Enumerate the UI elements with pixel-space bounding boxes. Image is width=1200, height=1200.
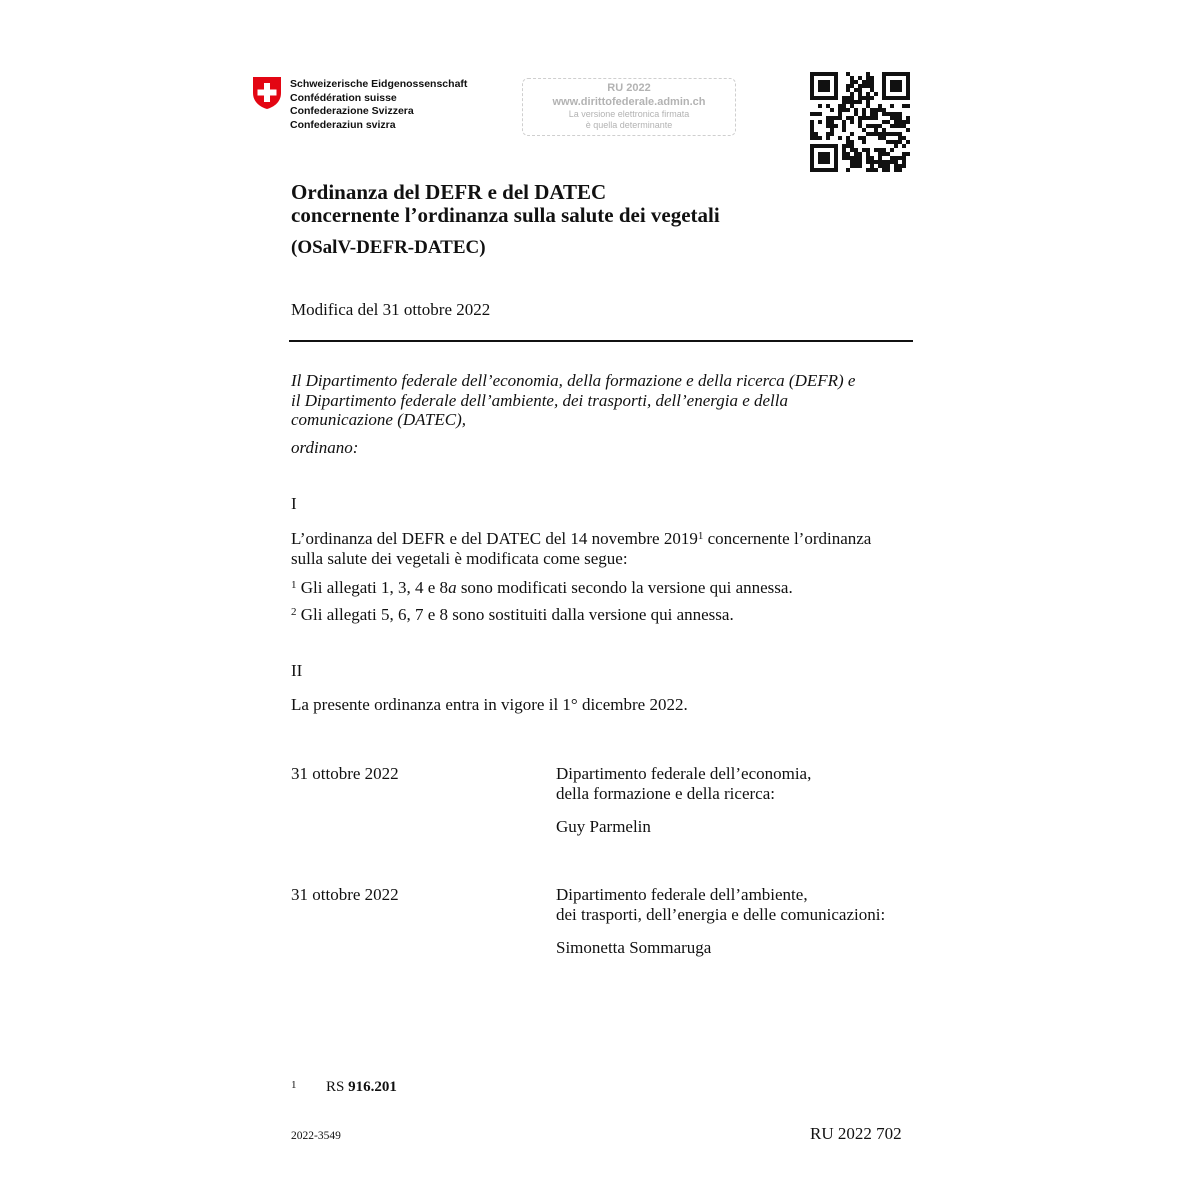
decree-formula: ordinano:	[291, 438, 359, 457]
department-line: Dipartimento federale dell’ambiente,	[556, 885, 808, 904]
paragraph-1-text-b: sono modificati secondo la versione qui annessa.	[456, 578, 793, 597]
preamble-line-3: comunicazione (DATEC),	[291, 410, 467, 429]
title-line-2: concernente l’ordinanza sulla salute dei vegetali	[291, 203, 720, 227]
title-divider	[289, 340, 913, 342]
paragraph-1	[291, 578, 793, 598]
department-line: Dipartimento federale dell’economia,	[556, 764, 812, 783]
footnote-prefix: RS	[326, 1079, 349, 1095]
stamp-url: www.dirittofederale.admin.ch	[552, 96, 706, 108]
paragraph-2-text: Gli allegati 5, 6, 7 e 8 sono sostituiti dalla versione qui annessa.	[296, 605, 734, 624]
department-line: della formazione e della ricerca:	[556, 784, 775, 803]
preamble-line-1: Il Dipartimento federale dell’economia, della formazione e della ricerca (DEFR) e	[291, 371, 856, 390]
intro-text-a: L’ordinanza del DEFR e del DATEC del 14 novembre 2019	[291, 529, 698, 548]
qr-code-icon	[810, 72, 910, 172]
section-1-intro	[291, 529, 871, 569]
footnote-ref[interactable]: 916.201	[348, 1079, 397, 1095]
paragraph-1-italic: a	[448, 578, 457, 597]
preamble	[291, 371, 855, 430]
document-number: 2022-3549	[291, 1130, 341, 1142]
section-heading-1: I	[291, 494, 297, 513]
paragraph-1-text-a: Gli allegati 1, 3, 4 e 8	[296, 578, 449, 597]
entry-into-force: La presente ordinanza entra in vigore il 1° dicembre 2022.	[291, 695, 688, 714]
footnote	[291, 1079, 397, 1096]
signature-date: 31 ottobre 2022	[291, 764, 399, 783]
paragraph-number: 2	[291, 606, 297, 618]
official-publication-stamp	[522, 78, 736, 136]
intro-line-1	[291, 529, 871, 549]
paragraph-2	[291, 605, 734, 625]
title-abbreviation: (OSalV-DEFR-DATEC)	[291, 237, 486, 258]
footnote-number: 1	[291, 1079, 297, 1091]
footnote-reference[interactable]: 1	[697, 530, 704, 542]
ru-reference: RU 2022 702	[810, 1124, 902, 1143]
confederation-line-de: Schweizerische Eidgenossenschaft	[290, 78, 468, 90]
preamble-line-2: il Dipartimento federale dell’ambiente, dei trasporti, dell’energia e della	[291, 390, 788, 410]
confederation-line-it: Confederazione Svizzera	[290, 105, 414, 117]
stamp-note-1: La versione elettronica firmata	[568, 109, 690, 119]
confederation-line-rm: Confederaziun svizra	[290, 118, 396, 131]
signatory-name: Guy Parmelin	[556, 817, 651, 836]
signature-department	[556, 885, 885, 925]
paragraph-number: 1	[291, 579, 297, 591]
section-heading-2: II	[291, 661, 303, 680]
stamp-note-2: è quella determinante	[585, 120, 673, 130]
swiss-coat-of-arms-icon	[252, 76, 282, 110]
modification-date: Modifica del 31 ottobre 2022	[291, 300, 491, 319]
signature-department	[556, 764, 811, 804]
stamp-ru: RU 2022	[607, 82, 651, 94]
department-line: dei trasporti, dell’energia e delle comunicazioni:	[556, 905, 886, 924]
page-title	[291, 181, 720, 227]
title-line-1: Ordinanza del DEFR e del DATEC	[291, 180, 607, 204]
confederation-line-fr: Confédération suisse	[290, 91, 397, 104]
intro-text-b: concernente l’ordinanza	[703, 529, 872, 548]
confederation-name	[290, 78, 467, 132]
signatory-name: Simonetta Sommaruga	[556, 938, 712, 957]
intro-line-2: sulla salute dei vegetali è modificata come segue:	[291, 549, 628, 568]
signature-date: 31 ottobre 2022	[291, 885, 399, 904]
